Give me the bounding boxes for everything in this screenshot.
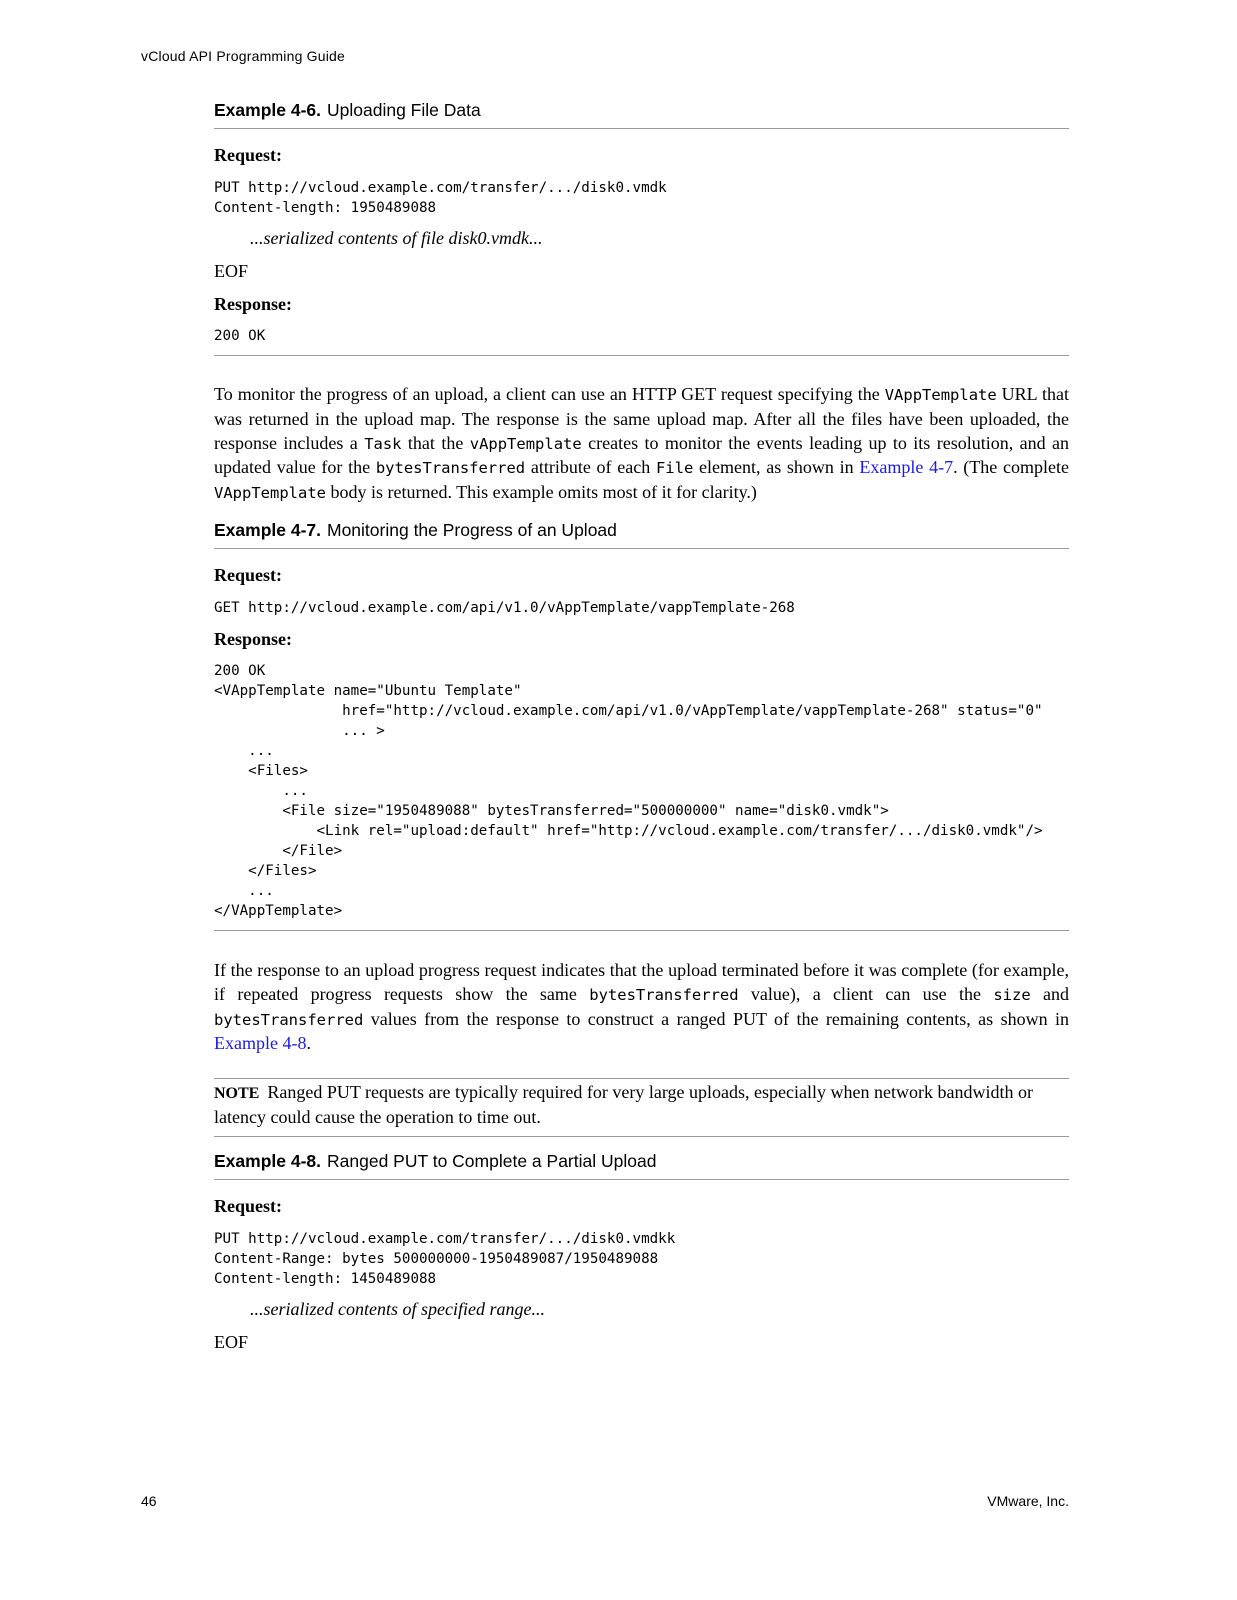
example-4-8-title [214, 1151, 1069, 1180]
text-run: value), a client can use the [738, 983, 994, 1004]
code-term: size [993, 985, 1031, 1004]
note-text [214, 1081, 1069, 1130]
text-run: If the response to an upload progress request indicates that the upload terminated before it was complete (for example, if repeated progress requests show the same [214, 959, 1069, 1004]
code-term: bytesTransferred [589, 985, 739, 1004]
serialized-contents-note: ...serialized contents of specified range... [250, 1298, 545, 1319]
example-4-7-link[interactable]: Example 4-7 [859, 457, 954, 478]
text-run: body is returned. This example omits most of it for clarity.) [325, 482, 757, 503]
text-run: and [1030, 983, 1069, 1004]
example-4-6-title [214, 100, 1069, 129]
code-term: Task [364, 434, 402, 453]
example-caption: Ranged PUT to Complete a Partial Upload [327, 1150, 657, 1171]
request-code: PUT http://vcloud.example.com/transfer/.../disk0.vmdk Content-length: 1950489088 [214, 180, 667, 216]
example-number: Example 4-8. [214, 1150, 321, 1171]
request-label: Request: [214, 564, 282, 585]
page-content [214, 100, 1069, 1353]
text-run: . (The complete [953, 457, 1069, 478]
eof-marker: EOF [214, 261, 249, 281]
running-header: vCloud API Programming Guide [141, 48, 346, 64]
example-4-7-title [214, 520, 1069, 549]
request-code: PUT http://vcloud.example.com/transfer/.../disk0.vmdkk Content-Range: bytes 500000000-1950489087/1950489088 Content-length: 1450489088 [214, 1230, 676, 1287]
text-run: URL that was returned in the upload map. The response is the same upload map. After all the files have been uploaded, the response includes a [214, 384, 1069, 453]
text-run: that the [401, 432, 470, 453]
example-end-rule [214, 930, 1069, 931]
example-number: Example 4-7. [214, 519, 321, 540]
response-label: Response: [214, 294, 293, 314]
example-caption: Uploading File Data [327, 100, 481, 120]
note-body: Ranged PUT requests are typically required for very large uploads, especially when network bandwidth or latency could cause the operation to time out. [214, 1082, 1033, 1127]
code-term: bytesTransferred [214, 1010, 364, 1029]
note-label: NOTE [214, 1085, 260, 1103]
response-label: Response: [214, 628, 293, 649]
response-code: 200 OK [214, 328, 266, 344]
code-term: VAppTemplate [884, 386, 997, 404]
code-term: vAppTemplate [469, 434, 582, 453]
example-4-8-link[interactable]: Example 4-8 [214, 1033, 307, 1054]
request-label: Request: [214, 1195, 282, 1216]
text-run: attribute of each [525, 457, 656, 478]
body-paragraph [214, 959, 1069, 1056]
response-code: 200 OK <VAppTemplate name="Ubuntu Template" href="http://vcloud.example.com/api/v1.0/vAppTemplate/vappTemplate-268" status="0" ... > ... <Files> ... <File size="1950489088" bytesTransferred="500000000" name="disk0.vmdk"> <Link rel="upload:default" href="http://vcloud.example.com/transfer/.../disk0.vmdk"/> </File> </Files> ... </VAppTemplate> [214, 662, 1043, 919]
example-number: Example 4-6. [214, 100, 321, 120]
code-term: File [655, 459, 694, 478]
request-code: GET http://vcloud.example.com/api/v1.0/vAppTemplate/vappTemplate-268 [214, 599, 795, 616]
text-run: . [306, 1033, 311, 1054]
body-paragraph [214, 383, 1069, 506]
example-end-rule [214, 355, 1069, 356]
text-run: values from the response to construct a ranged PUT of the remaining contents, as shown in [363, 1008, 1069, 1029]
eof-marker: EOF [214, 1331, 249, 1352]
page-number: 46 [141, 1493, 157, 1509]
text-run: To monitor the progress of an upload, a client can use an HTTP GET request specifying the [214, 384, 885, 404]
example-caption: Monitoring the Progress of an Upload [327, 519, 617, 540]
text-run: element, as shown in [693, 457, 860, 478]
serialized-contents-note: ...serialized contents of file disk0.vmdk... [250, 228, 543, 248]
request-label: Request: [214, 145, 282, 165]
code-term: bytesTransferred [375, 459, 526, 478]
footer-company: VMware, Inc. [987, 1493, 1069, 1509]
note-block [214, 1078, 1069, 1137]
code-term: VAppTemplate [214, 484, 326, 503]
text-run: creates to monitor the events leading up to its resolution, and an updated value for the [214, 432, 1070, 478]
